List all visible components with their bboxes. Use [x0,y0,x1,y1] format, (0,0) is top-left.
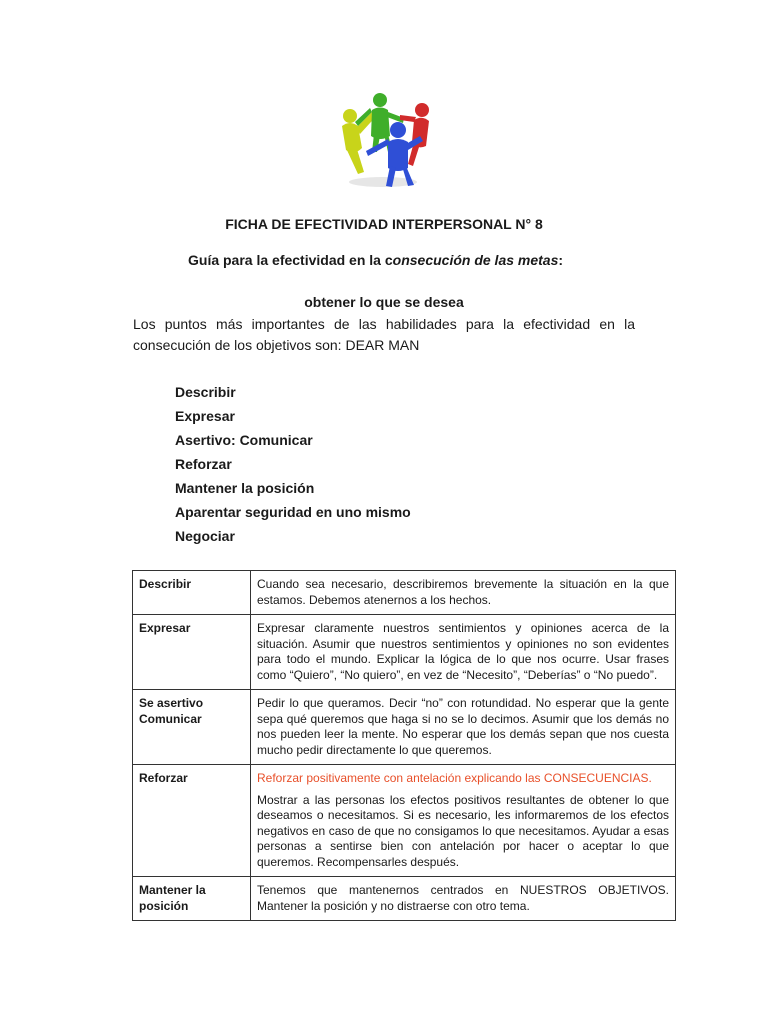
table-row [133,571,676,615]
list-item: Asertivo: Comunicar [175,432,313,448]
row-label: Expresar [133,615,251,690]
row-description: Tenemos que mantenernos centrados en NUESTROS OBJETIVOS. Mantener la posición y no distraerse con otro tema. [251,877,676,921]
table-row [133,690,676,765]
highlight-text: Reforzar positivamente con antelación explicando las CONSECUENCIAS. [257,771,652,785]
intro-paragraph: Los puntos más importantes de las habilidades para la efectividad en la consecución de los objetivos son: DEAR MAN [133,316,635,353]
row-description: Cuando sea necesario, describiremos brevemente la situación en la que estamos. Debemos atenernos a los hechos. [251,571,676,615]
row-label: Describir [133,571,251,615]
table-row [133,765,676,877]
subtitle-italic: onsecución de las metas [392,252,559,268]
page-title: FICHA DE EFECTIVIDAD INTERPERSONAL N° 8 [225,216,543,232]
list-item: Negociar [175,528,235,544]
row-description: Expresar claramente nuestros sentimientos y opiniones acerca de la situación. Asumir que nuestros sentimientos y opiniones no son evidentes para todo el mundo. Explicar la lógica de lo que nos ocurre. Usar frases como “Quiero”, “No quiero”, en vez de “Necesito”, “Deberías” o “No puedo”. [251,615,676,690]
row-description: Pedir lo que queramos. Decir “no” con rotundidad. No esperar que la gente sepa qué queremos que haga si no se lo decimos. Asumir que los demás no nos pueden leer la mente. No esperar que los demás sepan que nos cuesta mucho pedir directamente lo que queremos. [251,690,676,765]
dear-man-table [132,570,676,921]
people-circle-logo [328,86,438,190]
list-item: Mantener la posición [175,480,315,496]
row-label: Se asertivo Comunicar [133,690,251,765]
table-row [133,877,676,921]
subtitle-suffix: : [558,252,564,268]
subtitle-prefix: Guía para la efectividad en la c [188,252,393,268]
list-item: Reforzar [175,456,232,472]
skills-list [175,383,411,551]
list-item: Aparentar seguridad en uno mismo [175,504,411,520]
row-description-cell [251,765,676,877]
list-item: Describir [175,384,236,400]
row-label: Reforzar [133,765,251,877]
list-item: Expresar [175,408,235,424]
row-label: Mantener la posición [133,877,251,921]
subtitle [188,252,563,268]
section-heading: obtener lo que se desea [304,294,464,310]
table-row [133,615,676,690]
row-description: Mostrar a las personas los efectos positivos resultantes de obtener lo que deseamos o necesitamos. Si es necesario, les informaremos de los efectos negativos en caso de que no consigamos lo que necesitamos. Ayudar a esas personas a sentirse bien con antelación por hacer o aceptar lo que queremos. Recompensarles después. [257,792,669,869]
